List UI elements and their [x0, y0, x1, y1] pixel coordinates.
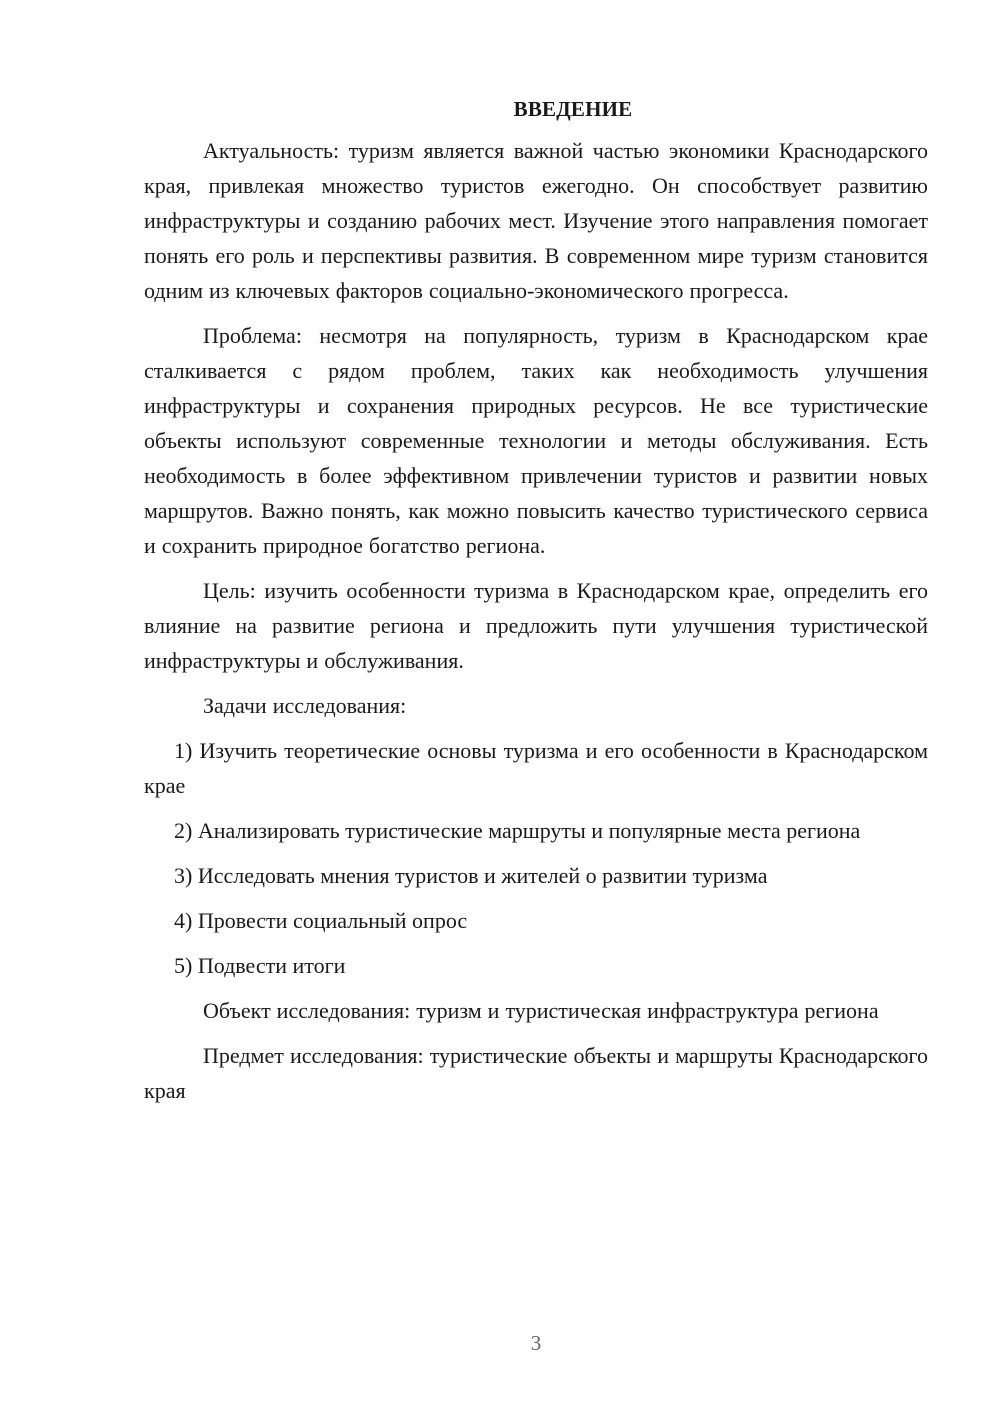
paragraph-problem: Проблема: несмотря на популярность, туризм в Краснодарском крае сталкивается с рядом проблем, таких как необходимость улучшения инфраструктуры и сохранения природных ресурсов. Не все туристические объекты используют современные технологии и методы обслуживания. Есть необходимость в более эффективном привлечении туристов и развитии новых маршрутов. Важно понять, как можно повысить качество туристического сервиса и сохранить природное богатство региона.	[144, 323, 928, 558]
page-number: 3	[530, 1331, 542, 1355]
paragraph-relevance: Актуальность: туризм является важной частью экономики Краснодарского края, привлекая множество туристов ежегодно. Он способствует развитию инфраструктуры и созданию рабочих мест. Изучение этого направления помогает понять его роль и перспективы развития. В современном мире туризм становится одним из ключевых факторов социально-экономического прогресса.	[144, 138, 928, 303]
document-page	[144, 92, 928, 1118]
paragraph-goal: Цель: изучить особенности туризма в Краснодарском крае, определить его влияние на развитие региона и предложить пути улучшения туристической инфраструктуры и обслуживания.	[144, 578, 928, 673]
task-item-4: 4) Провести социальный опрос	[174, 908, 468, 933]
task-item-2: 2) Анализировать туристические маршруты и популярные места региона	[174, 818, 861, 843]
task-item-3: 3) Исследовать мнения туристов и жителей о развитии туризма	[174, 863, 768, 888]
paragraph-object: Объект исследования: туризм и туристическая инфраструктура региона	[203, 998, 879, 1023]
paragraph-tasks-heading: Задачи исследования:	[203, 693, 407, 718]
task-item-1: 1) Изучить теоретические основы туризма и его особенности в Краснодарском крае	[144, 738, 928, 798]
section-title: ВВЕДЕНИЕ	[513, 97, 633, 121]
paragraph-subject: Предмет исследования: туристические объекты и маршруты Краснодарского края	[144, 1043, 928, 1103]
task-item-5: 5) Подвести итоги	[174, 953, 346, 978]
